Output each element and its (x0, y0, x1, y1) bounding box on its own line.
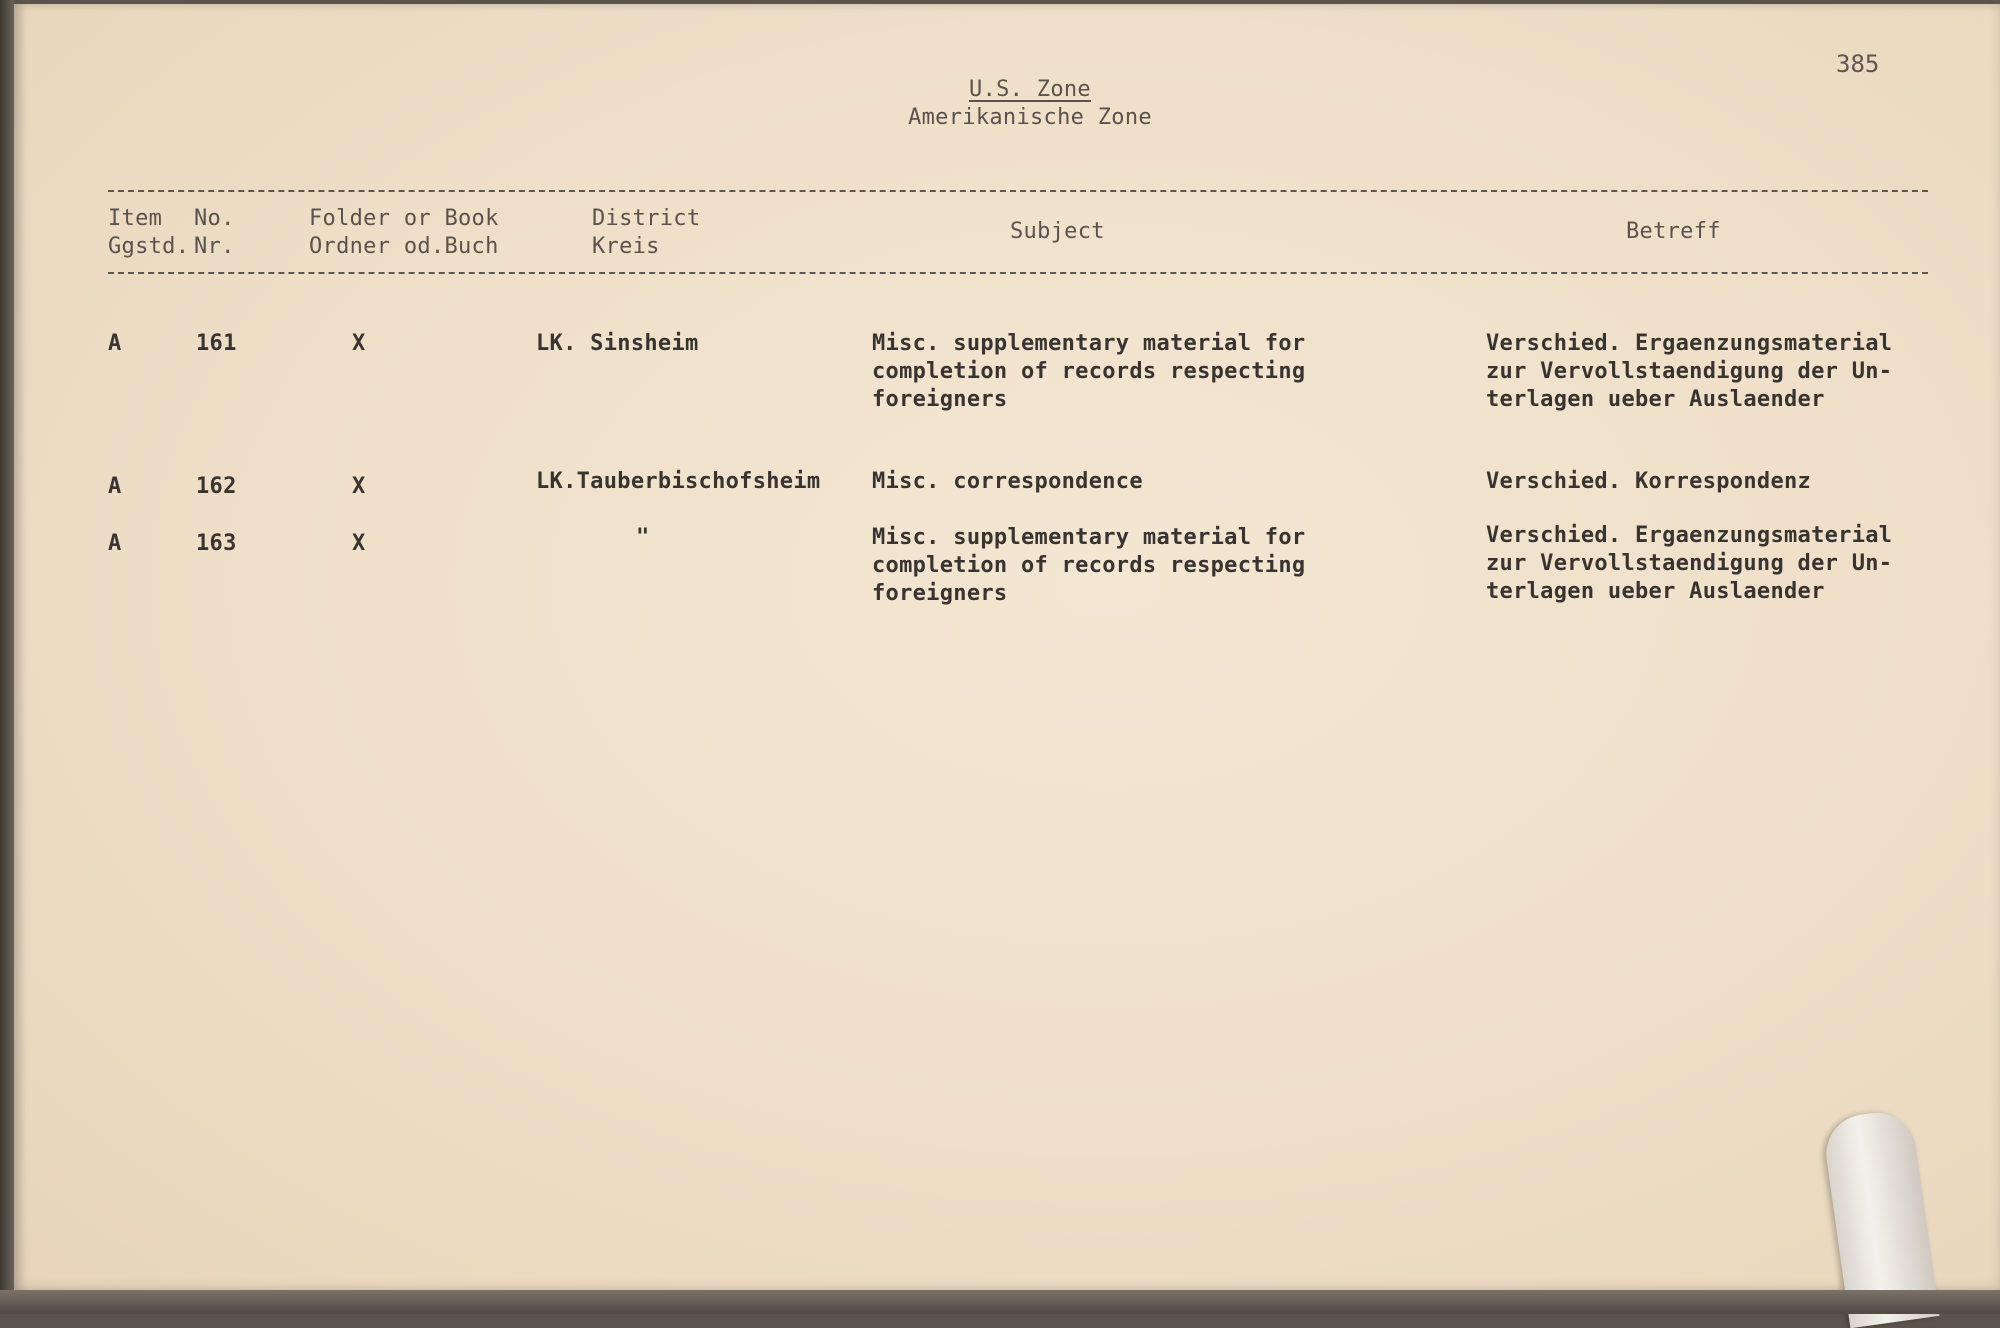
row-betreff-line: zur Vervollstaendigung der Un- (1486, 551, 1893, 576)
header-no: No. (194, 206, 235, 231)
row-subject-line: completion of records respecting (872, 553, 1306, 578)
header-folder-de: Ordner od.Buch (309, 234, 499, 259)
header-no-de: Nr. (194, 234, 235, 259)
row-subject-line: Misc. supplementary material for (872, 331, 1306, 356)
header-district-de: Kreis (592, 234, 660, 259)
header-folder: Folder or Book (309, 206, 499, 231)
row-folder-mark: X (352, 531, 366, 556)
row-betreff-line: Verschied. Korrespondenz (1486, 469, 1812, 494)
row-subject-line: completion of records respecting (872, 359, 1306, 384)
header-subject: Subject (1010, 219, 1105, 244)
row-item: A (108, 531, 122, 556)
row-district-ditto: " (636, 525, 650, 550)
header-item: Item (108, 206, 163, 231)
page-number: 385 (1836, 50, 1880, 78)
row-subject-line: Misc. correspondence (872, 469, 1143, 494)
row-item: A (108, 474, 122, 499)
page-title: U.S. Zone (969, 77, 1091, 102)
row-item: A (108, 331, 122, 356)
header-betreff: Betreff (1626, 219, 1721, 244)
row-betreff-line: zur Vervollstaendigung der Un- (1486, 359, 1893, 384)
row-betreff-line: terlagen ueber Auslaender (1486, 579, 1825, 604)
header-item-de: Ggstd. (108, 234, 190, 259)
book-binding-edge (0, 0, 14, 1314)
header-district: District (592, 206, 701, 231)
row-district: LK. Sinsheim (536, 331, 699, 356)
row-folder-mark: X (352, 331, 366, 356)
row-betreff-line: terlagen ueber Auslaender (1486, 387, 1825, 412)
row-subject-line: foreigners (872, 387, 1008, 412)
row-number: 162 (196, 474, 237, 499)
row-folder-mark: X (352, 474, 366, 499)
page-subtitle: Amerikanische Zone (908, 105, 1152, 130)
row-subject-line: Misc. supplementary material for (872, 525, 1306, 550)
row-subject-line: foreigners (872, 581, 1008, 606)
row-district: LK.Tauberbischofsheim (536, 469, 821, 494)
header-top-rule (108, 190, 1928, 192)
row-number: 161 (196, 331, 237, 356)
book-bottom-edge (0, 1290, 2000, 1314)
row-betreff-line: Verschied. Ergaenzungsmaterial (1486, 331, 1893, 356)
header-bottom-rule (108, 272, 1928, 274)
row-number: 163 (196, 531, 237, 556)
row-betreff-line: Verschied. Ergaenzungsmaterial (1486, 523, 1893, 548)
document-page (14, 4, 2000, 1294)
